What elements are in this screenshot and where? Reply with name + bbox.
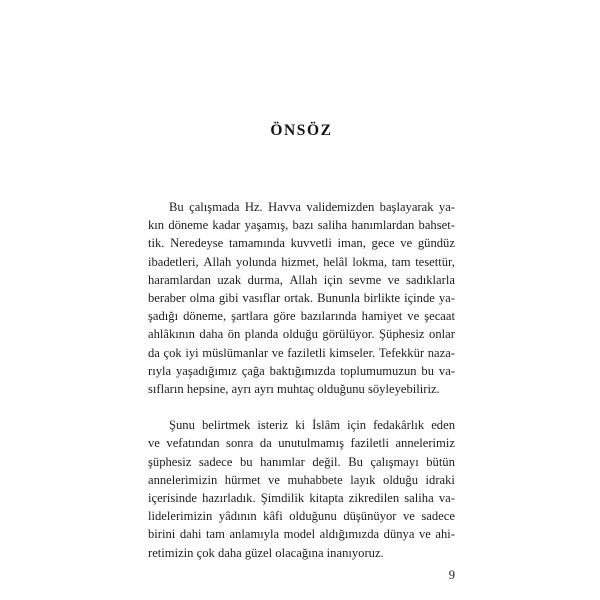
word: ki xyxy=(295,418,305,433)
word: Şimdilik xyxy=(260,491,305,505)
word: için xyxy=(323,272,343,287)
word: fedakârlık xyxy=(373,418,425,433)
word: planda xyxy=(244,327,279,342)
word: bu xyxy=(239,454,253,469)
word: va- xyxy=(438,363,455,378)
text-line xyxy=(148,198,455,216)
text-line xyxy=(148,525,455,543)
word: yaşamış, xyxy=(244,218,289,233)
word: ibadetleri, xyxy=(148,254,199,269)
word: baktığımızda xyxy=(269,363,336,378)
word: saliha xyxy=(404,491,434,505)
word: Neredeyse xyxy=(170,236,224,251)
text-line xyxy=(148,344,455,362)
text-line xyxy=(148,307,455,325)
word: beraber xyxy=(148,290,186,305)
word: kın xyxy=(148,218,165,233)
word: hanımlardan xyxy=(351,218,415,233)
word: Tefekkür xyxy=(378,345,425,360)
text-line xyxy=(148,362,455,380)
word: ve xyxy=(148,436,160,451)
word: da xyxy=(259,436,272,451)
word: eden xyxy=(431,418,455,433)
word: Bu xyxy=(348,454,363,469)
word: aldığımızda xyxy=(319,527,380,542)
word: kimseler. xyxy=(329,345,376,360)
word: dahi xyxy=(179,527,202,542)
word: gibi xyxy=(218,290,239,305)
word: çalışmayı xyxy=(370,454,419,469)
word: tam xyxy=(206,527,225,542)
word: helâl xyxy=(323,254,348,269)
word: İslâm xyxy=(312,418,341,433)
word: kuvvetli xyxy=(290,236,332,251)
paragraph-2 xyxy=(148,416,455,562)
word: dünya xyxy=(383,527,415,542)
word: yaşadığımız xyxy=(175,363,237,378)
word: model xyxy=(283,527,316,542)
word: çalışmada xyxy=(189,200,240,214)
word: Şunu xyxy=(169,418,195,433)
word: faziletli xyxy=(287,345,326,360)
word: durma, xyxy=(247,272,283,287)
word: döneme xyxy=(168,218,209,233)
word: iman, xyxy=(337,236,366,251)
word: hazırladık. xyxy=(202,491,256,505)
word: ve xyxy=(268,472,280,487)
word: bazı xyxy=(292,218,314,233)
word: lokma, xyxy=(352,254,388,269)
word: annelerimiz xyxy=(395,436,455,451)
text-line xyxy=(148,325,455,343)
word: başlayarak xyxy=(379,200,434,214)
word: sadece xyxy=(421,509,455,524)
word: vasıflar xyxy=(242,290,281,305)
word: için xyxy=(347,418,367,433)
word: görülüyor. xyxy=(322,327,375,342)
word: müslümanlar xyxy=(202,345,269,360)
word: ahlâkının xyxy=(148,327,195,342)
word: gündüz xyxy=(417,236,455,251)
word: layık xyxy=(350,472,376,487)
word: döneme, xyxy=(183,309,227,324)
word: Hz. xyxy=(244,200,263,214)
text-line xyxy=(148,216,455,234)
word: yolunda xyxy=(235,254,277,269)
word: olma xyxy=(189,290,215,305)
word: hizmet, xyxy=(281,254,319,269)
word: idraki xyxy=(425,472,455,487)
word: Havva xyxy=(268,200,301,214)
word: lidelerimizin xyxy=(148,509,213,524)
word: ya- xyxy=(438,200,455,214)
word: birlikte xyxy=(363,290,401,305)
word: tik. xyxy=(148,236,165,251)
word: uzak xyxy=(217,272,242,287)
text-line xyxy=(148,234,455,252)
word: validemizden xyxy=(306,200,375,214)
word: naza- xyxy=(427,345,455,360)
word: hanımlar xyxy=(260,454,305,469)
word: yâdının xyxy=(218,509,257,524)
word: değil. xyxy=(312,454,341,469)
word: ya- xyxy=(438,290,455,305)
word: saliha xyxy=(317,218,348,233)
word: şüphesiz xyxy=(148,454,192,469)
word: zikredilen xyxy=(348,491,400,505)
word: anlamıyla xyxy=(229,527,280,542)
word: hamiyet xyxy=(361,309,403,324)
word: ve xyxy=(271,345,284,360)
word: gece xyxy=(371,236,395,251)
text-line xyxy=(148,289,455,307)
word: olduğunu xyxy=(289,509,337,524)
word: şecaat xyxy=(424,309,455,324)
word: ve xyxy=(403,509,415,524)
word: Bu xyxy=(169,200,184,214)
word: tamamında xyxy=(228,236,285,251)
text-line xyxy=(148,271,455,289)
word: kitapta xyxy=(309,491,344,505)
text-line: sıfların hepsine, ayrı ayrı muhtaç olduğunu söyleyebiliriz. xyxy=(148,381,440,396)
word: isteriz xyxy=(257,418,289,433)
text-line xyxy=(148,507,455,525)
word: toplumumuzun xyxy=(340,363,417,378)
word: düşünüyor xyxy=(343,509,397,524)
paragraph-1 xyxy=(148,198,455,398)
word: birini xyxy=(148,527,176,542)
word: bazılarında xyxy=(300,309,357,324)
word: bütün xyxy=(426,454,455,469)
text-line xyxy=(148,253,455,271)
word: belirtmek xyxy=(201,418,251,433)
text-line xyxy=(148,434,455,452)
word: sadıklarla xyxy=(405,272,455,287)
word: faziletli xyxy=(350,436,389,451)
word: şadığı xyxy=(148,309,179,324)
word: hürmet xyxy=(224,472,261,487)
word: şartlara xyxy=(231,309,269,324)
word: muhabbete xyxy=(287,472,343,487)
word: rıyla xyxy=(148,363,172,378)
text-line xyxy=(148,453,455,471)
word: olduğu xyxy=(282,327,318,342)
word: çağa xyxy=(241,363,265,378)
word: sevme xyxy=(349,272,382,287)
word: tesettür, xyxy=(415,254,455,269)
page-title: ÖNSÖZ xyxy=(270,122,333,139)
word: haramlardan xyxy=(148,272,211,287)
word: içinde xyxy=(404,290,435,305)
word: va- xyxy=(438,491,455,505)
word: Allah xyxy=(203,254,232,269)
word: ve xyxy=(418,527,431,542)
word: bu xyxy=(421,363,435,378)
word: Şüphesiz xyxy=(379,327,425,342)
word: ön xyxy=(227,327,241,342)
word: sonra xyxy=(226,436,254,451)
word: Allah xyxy=(289,272,318,287)
word: ve xyxy=(407,309,420,324)
word: da xyxy=(148,345,160,360)
word: kâfi xyxy=(263,509,283,524)
word: annelerimizin xyxy=(148,472,218,487)
word: iyi xyxy=(185,345,199,360)
text-line: retimizin çok daha güzel olacağına inanıyoruz. xyxy=(148,545,384,560)
word: ve xyxy=(400,236,413,251)
word: bahset- xyxy=(418,218,455,233)
text-line xyxy=(148,489,455,507)
word: tam xyxy=(391,254,411,269)
word: unutulmamış xyxy=(278,436,344,451)
paragraph-spacer xyxy=(148,398,455,416)
word: vefatından xyxy=(166,436,220,451)
word: ortak. xyxy=(284,290,314,305)
word: kadar xyxy=(212,218,241,233)
word: sadece xyxy=(198,454,233,469)
text-line xyxy=(148,471,455,489)
word: daha xyxy=(199,327,224,342)
body-text-block xyxy=(148,198,455,562)
word: içerisinde xyxy=(148,491,197,505)
word: çok xyxy=(163,345,182,360)
page-number: 9 xyxy=(448,568,455,582)
word: ahi- xyxy=(435,527,455,542)
word: Bununla xyxy=(317,290,360,305)
word: ve xyxy=(387,272,400,287)
text-line xyxy=(148,416,455,434)
word: olduğu xyxy=(383,472,418,487)
word: onlar xyxy=(429,327,455,342)
word: göre xyxy=(273,309,296,324)
